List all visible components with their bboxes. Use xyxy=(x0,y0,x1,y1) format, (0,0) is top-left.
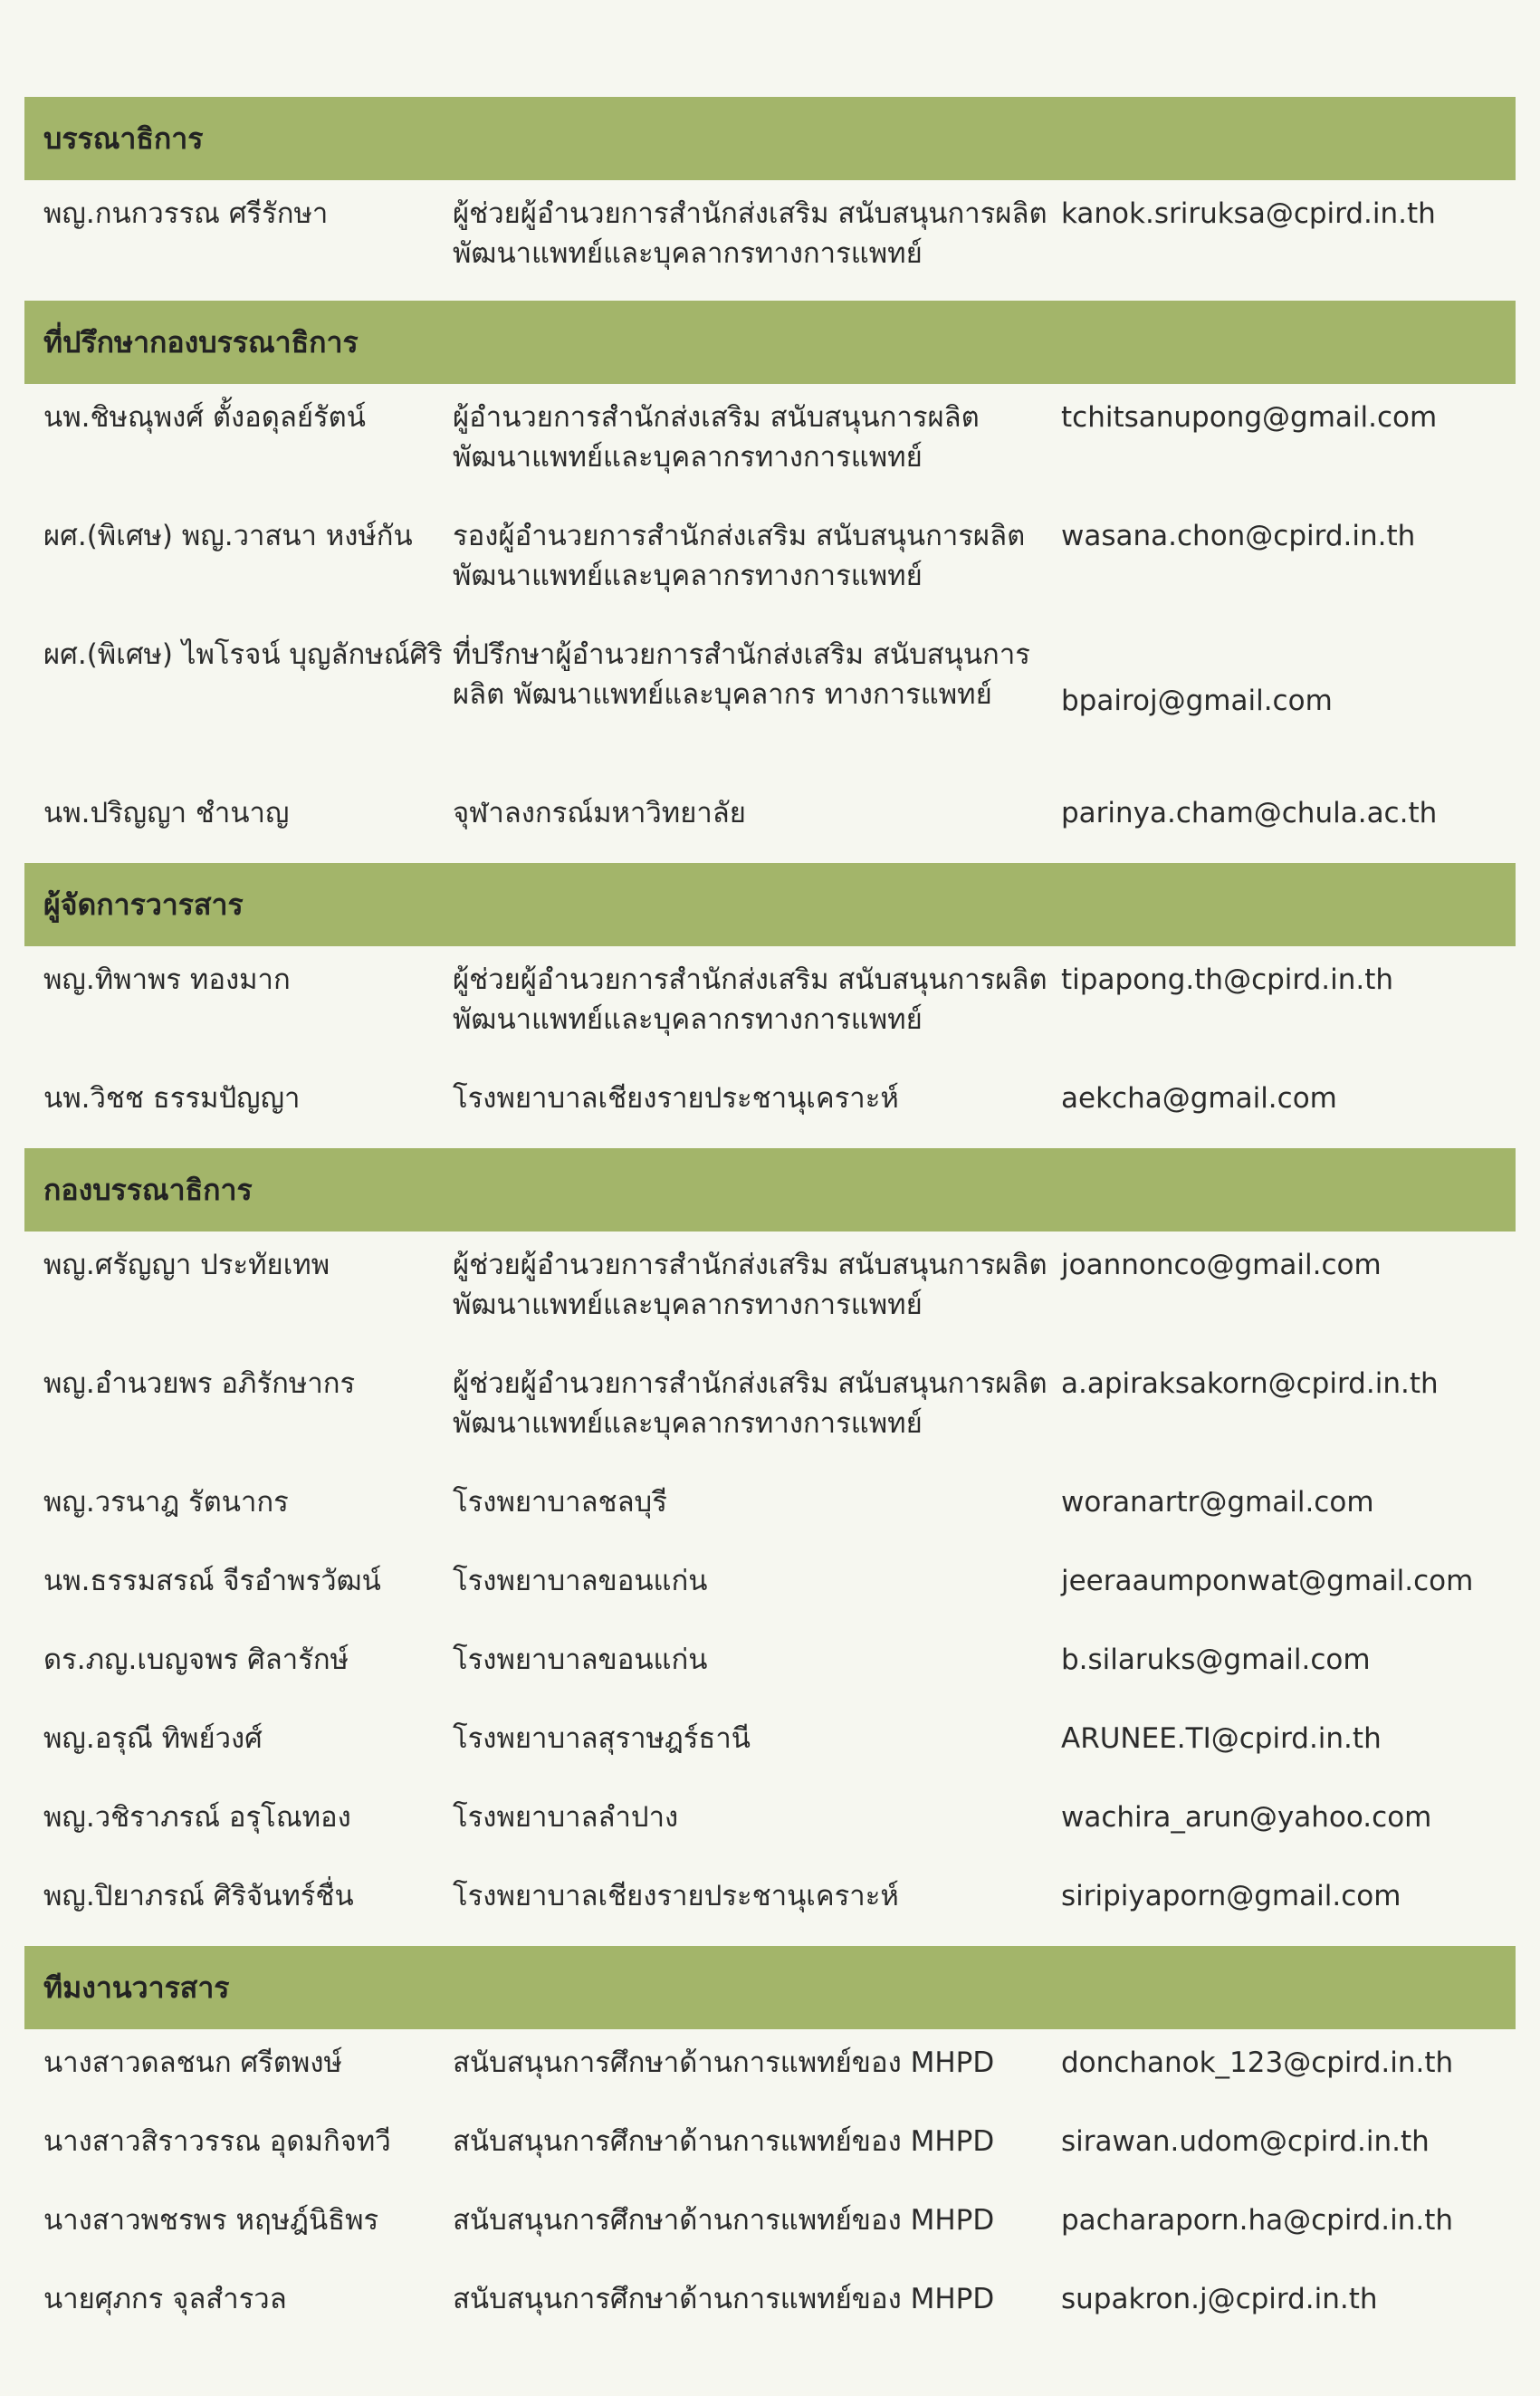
member-organization: โรงพยาบาลเชียงรายประชานุเคราะห์ xyxy=(453,1082,899,1115)
editorial-board xyxy=(24,97,1516,2344)
member-email: aekcha@gmail.com xyxy=(1061,1082,1337,1115)
section-header-staff: ทีมงานวารสาร xyxy=(24,1946,1516,2029)
member-email: tchitsanupong@gmail.com xyxy=(1061,401,1438,434)
member-organization: สนับสนุนการศึกษาด้านการแพทย์ของ MHPD xyxy=(453,2125,995,2158)
member-name: พญ.ทิพาพร ทองมาก xyxy=(43,963,291,996)
member-name: พญ.อรุณี ทิพย์วงศ์ xyxy=(43,1722,263,1755)
member-organization: โรงพยาบาลชลบุรี xyxy=(453,1486,667,1519)
member-organization: สนับสนุนการศึกษาด้านการแพทย์ของ MHPD xyxy=(453,2046,995,2079)
list-item xyxy=(24,1626,1516,1705)
member-organization: ผู้ช่วยผู้อำนวยการสำนักส่งเสริม สนับสนุนการผลิต พัฒนาแพทย์และบุคลากรทางการแพทย์ xyxy=(453,963,1047,1036)
member-organization: ผู้อำนวยการสำนักส่งเสริม สนับสนุนการผลิต พัฒนาแพทย์และบุคลากรทางการแพทย์ xyxy=(453,401,980,474)
member-name: พญ.อำนวยพร อภิรักษากร xyxy=(43,1367,356,1400)
member-organization: โรงพยาบาลขอนแก่น xyxy=(453,1565,708,1597)
member-email: wasana.chon@cpird.in.th xyxy=(1061,520,1416,552)
section-header-board: กองบรรณาธิการ xyxy=(24,1148,1516,1232)
member-name: พญ.ปิยาภรณ์ ศิริจันทร์ชื่น xyxy=(43,1880,354,1912)
member-email: wachira_arun@yahoo.com xyxy=(1061,1801,1432,1834)
section-board-rows xyxy=(24,1232,1516,1946)
member-email: b.silaruks@gmail.com xyxy=(1061,1644,1371,1676)
member-organization: สนับสนุนการศึกษาด้านการแพทย์ของ MHPD xyxy=(453,2204,995,2237)
member-organization: รองผู้อำนวยการสำนักส่งเสริม สนับสนุนการผลิต พัฒนาแพทย์และบุคลากรทางการแพทย์ xyxy=(453,520,1026,592)
member-name: นางสาวดลชนก ศรีตพงษ์ xyxy=(43,2046,342,2079)
list-item xyxy=(24,2187,1516,2266)
member-email: donchanok_123@cpird.in.th xyxy=(1061,2046,1454,2079)
section-header-editor: บรรณาธิการ xyxy=(24,97,1516,180)
member-organization: ผู้ช่วยผู้อำนวยการสำนักส่งเสริม สนับสนุนการผลิต พัฒนาแพทย์และบุคลากรทางการแพทย์ xyxy=(453,1249,1047,1321)
member-organization: ที่ปรึกษาผู้อำนวยการสำนักส่งเสริม สนับสนุนการผลิต พัฒนาแพทย์และบุคลากร ทางการแพทย์ xyxy=(453,638,1030,711)
section-header-advisors: ที่ปรึกษากองบรรณาธิการ xyxy=(24,301,1516,384)
member-name: นายศุภกร จุลสำรวล xyxy=(43,2283,287,2315)
list-item xyxy=(24,2108,1516,2187)
list-item xyxy=(24,1705,1516,1784)
member-email: pacharaporn.ha@cpird.in.th xyxy=(1061,2204,1454,2237)
list-item xyxy=(24,1784,1516,1863)
list-item xyxy=(24,780,1516,863)
member-name: พญ.วชิราภรณ์ อรุโณทอง xyxy=(43,1801,351,1834)
list-item xyxy=(24,384,1516,503)
member-email: siripiyaporn@gmail.com xyxy=(1061,1880,1401,1912)
member-email: ARUNEE.TI@cpird.in.th xyxy=(1061,1722,1382,1755)
member-organization: จุฬาลงกรณ์มหาวิทยาลัย xyxy=(453,797,746,829)
member-name: นพ.วิชช ธรรมปัญญา xyxy=(43,1082,301,1115)
list-item xyxy=(24,503,1516,621)
member-email: jeeraaumponwat@gmail.com xyxy=(1061,1565,1474,1597)
list-item xyxy=(24,1548,1516,1626)
member-name: นางสาวพชรพร หฤษฎ์นิธิพร xyxy=(43,2204,379,2237)
list-item xyxy=(24,946,1516,1065)
member-email: parinya.cham@chula.ac.th xyxy=(1061,797,1438,829)
member-name: นพ.ปริญญา ชำนาญ xyxy=(43,797,290,829)
section-editor-rows xyxy=(24,180,1516,301)
member-name: พญ.กนกวรรณ ศรีรักษา xyxy=(43,197,329,230)
member-name: นพ.ชิษณุพงศ์ ตั้งอดุลย์รัตน์ xyxy=(43,401,366,434)
member-email: sirawan.udom@cpird.in.th xyxy=(1061,2125,1430,2158)
member-email: joannonco@gmail.com xyxy=(1061,1249,1382,1281)
member-name: ผศ.(พิเศษ) พญ.วาสนา หงษ์กัน xyxy=(43,520,413,552)
member-organization: โรงพยาบาลสุราษฎร์ธานี xyxy=(453,1722,751,1755)
member-name: พญ.ศรัญญา ประทัยเทพ xyxy=(43,1249,330,1281)
member-email: a.apiraksakorn@cpird.in.th xyxy=(1061,1367,1439,1400)
member-email: woranartr@gmail.com xyxy=(1061,1486,1374,1519)
member-email: tipapong.th@cpird.in.th xyxy=(1061,963,1394,996)
member-organization: โรงพยาบาลเชียงรายประชานุเคราะห์ xyxy=(453,1880,899,1912)
member-email: kanok.sriruksa@cpird.in.th xyxy=(1061,197,1436,230)
member-name: ดร.ภญ.เบญจพร ศิลารักษ์ xyxy=(43,1644,349,1676)
member-organization: โรงพยาบาลลำปาง xyxy=(453,1801,679,1834)
list-item xyxy=(24,1863,1516,1946)
section-header-managers: ผู้จัดการวารสาร xyxy=(24,863,1516,946)
list-item xyxy=(24,621,1516,780)
list-item xyxy=(24,2266,1516,2344)
member-organization: ผู้ช่วยผู้อำนวยการสำนักส่งเสริม สนับสนุนการผลิต พัฒนาแพทย์และบุคลากรทางการแพทย์ xyxy=(453,1367,1047,1440)
member-email: bpairoj@gmail.com xyxy=(1061,684,1333,717)
section-advisors-rows xyxy=(24,384,1516,863)
member-name: นางสาวสิราวรรณ อุดมกิจทวี xyxy=(43,2125,391,2158)
member-name: พญ.วรนาฎ รัตนากร xyxy=(43,1486,289,1519)
member-name: ผศ.(พิเศษ) ไพโรจน์ บุญลักษณ์ศิริ xyxy=(43,638,443,671)
list-item xyxy=(24,1350,1516,1469)
list-item xyxy=(24,1232,1516,1350)
list-item xyxy=(24,2029,1516,2108)
member-organization: โรงพยาบาลขอนแก่น xyxy=(453,1644,708,1676)
list-item xyxy=(24,1469,1516,1548)
section-staff-rows xyxy=(24,2029,1516,2344)
member-email: supakron.j@cpird.in.th xyxy=(1061,2283,1378,2315)
list-item xyxy=(24,180,1516,301)
member-organization: สนับสนุนการศึกษาด้านการแพทย์ของ MHPD xyxy=(453,2283,995,2315)
member-organization: ผู้ช่วยผู้อำนวยการสำนักส่งเสริม สนับสนุนการผลิต พัฒนาแพทย์และบุคลากรทางการแพทย์ xyxy=(453,197,1047,270)
section-managers-rows xyxy=(24,946,1516,1148)
member-name: นพ.ธรรมสรณ์ จีรอำพรวัฒน์ xyxy=(43,1565,381,1597)
list-item xyxy=(24,1065,1516,1148)
